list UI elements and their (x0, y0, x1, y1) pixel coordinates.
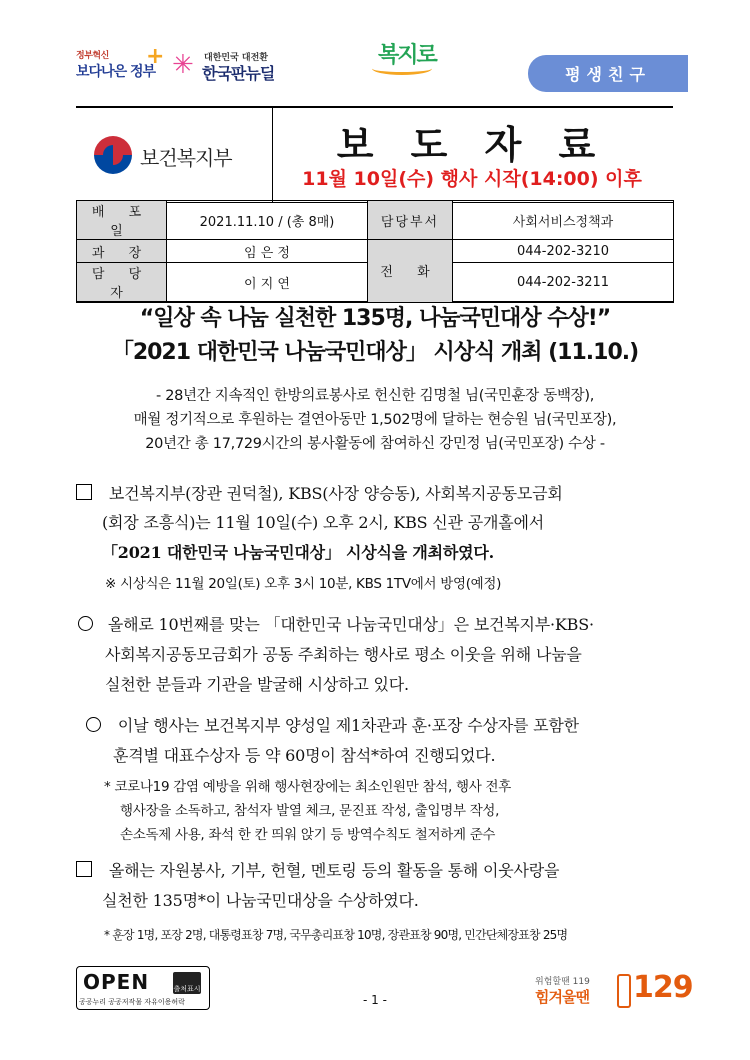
p3-line1: 이날 행사는 보건복지부 양성일 제1차관과 훈·포장 수상자를 포함한 (117, 716, 579, 735)
p3-note3: 손소독제 사용, 좌석 한 칸 띄워 앉기 등 방역수칙도 철저하게 준수 (120, 827, 496, 843)
helpline-line1: 위험할땐 119 (535, 977, 590, 987)
square-bullet-icon (76, 484, 92, 500)
p4-note: * 훈장 1명, 포장 2명, 대통령표창 7명, 국무총리표창 10명, 장관표창 90명, 민간단체장표창 25명 (104, 928, 568, 942)
korean-new-deal-logo (172, 46, 292, 82)
open-label: OPEN (83, 970, 150, 994)
phone-1: 044-202-3210 (453, 240, 674, 263)
table-row (77, 240, 674, 263)
bokjiro-arc-icon (372, 62, 432, 75)
burst-icon: ✳ (172, 50, 194, 80)
phone-label: 전 화 (368, 240, 453, 303)
dept-value: 사회서비스정책과 (453, 201, 674, 240)
p1-line3: 「2021 대한민국 나눔국민대상」 시상식을 개최하였다. (102, 543, 495, 562)
bokjiro-logo (378, 38, 436, 69)
p1-line2: (회장 조흥식)는 11월 10일(수) 오후 2시, KBS 신관 공개홀에서 (102, 513, 544, 532)
ministry-logo (94, 134, 264, 178)
p1-note: ※ 시상식은 11월 20일(토) 오후 3시 10분, KBS 1TV에서 방영(예정) (105, 576, 502, 592)
new-deal-line1: 대한민국 대전환 (204, 53, 268, 63)
p3-line2: 훈격별 대표수상자 등 약 60명이 참석*하여 진행되었다. (113, 746, 496, 765)
phone-icon (617, 974, 631, 1008)
circle-bullet-icon (86, 717, 101, 732)
paragraph-4 (76, 858, 696, 881)
p4-line1: 올해는 자원봉사, 기부, 헌혈, 멘토링 등의 활동을 통해 이웃사랑을 (108, 861, 560, 880)
plus-icon: + (146, 44, 165, 69)
p1-line1: 보건복지부(장관 권덕철), KBS(사장 양승동), 사회복지공동모금회 (108, 484, 563, 503)
new-deal-line2: 한국판뉴딜 (202, 64, 275, 83)
p2-line1: 올해로 10번째를 맞는 「대한민국 나눔국민대상」은 보건복지부·KBS· (107, 615, 594, 634)
director-label: 과 장 (77, 240, 167, 263)
open-caption: 공공누리 공공저작물 자유이용허락 (79, 998, 185, 1006)
director-value: 임 은 정 (167, 240, 368, 263)
press-release-header (76, 106, 673, 203)
dept-label: 담당부서 (368, 201, 453, 240)
contact-info-table (76, 200, 674, 303)
helpline-number: 129 (633, 970, 693, 1005)
paragraph-2 (78, 612, 698, 635)
circle-bullet-icon (78, 616, 93, 631)
taeguk-emblem-icon (94, 136, 132, 174)
table-row (77, 201, 674, 240)
ministry-name: 보건복지부 (140, 146, 232, 170)
p4-line2: 실천한 135명*이 나눔국민대상을 수상하였다. (102, 891, 419, 910)
distribution-label: 배 포 일 (77, 201, 167, 240)
manager-label: 담 당 자 (77, 263, 167, 303)
manager-value: 이 지 연 (167, 263, 368, 303)
headline-1: “일상 속 나눔 실천한 135명, 나눔국민대상 수상!” (139, 306, 611, 331)
open-license-badge (76, 966, 210, 1010)
square-bullet-icon (76, 861, 92, 877)
gov-innovation-line1: 정부혁신 (76, 51, 109, 61)
gov-innovation-logo (76, 44, 165, 82)
p2-line2: 사회복지공동모금회가 공동 주최하는 행사로 평소 이웃을 위해 나눔을 (105, 645, 582, 664)
helpline-line2: 힘겨울땐 (535, 988, 589, 1006)
distribution-value: 2021.11.10 / (총 8매) (167, 201, 368, 240)
headline-2: 「2021 대한민국 나눔국민대상」 시상식 개최 (11.10.) (111, 340, 639, 365)
p3-note2: 행사장을 소독하고, 참석자 발열 체크, 문진표 작성, 출입명부 작성, (120, 803, 500, 819)
press-release-title: 보 도 자 료 (336, 123, 608, 167)
paragraph-3 (86, 713, 696, 736)
lifelong-friend-banner: 평생친구 (528, 55, 688, 92)
summary-line: 20년간 총 17,729시간의 봉사활동에 참여하신 강민정 님(국민포장) 수상 - (145, 436, 605, 452)
summary-line: 매월 정기적으로 후원하는 결연아동만 1,502명에 달하는 현승원 님(국민포장), (133, 412, 617, 428)
p2-line3: 실천한 분들과 기관을 발굴해 시상하고 있다. (105, 675, 409, 694)
summary-line: - 28년간 지속적인 한방의료봉사로 헌신한 김명철 님(국민훈장 동백장), (155, 388, 595, 404)
paragraph-1 (76, 481, 696, 504)
gov-innovation-line2: 보다나은 정부 (76, 64, 156, 80)
summary (60, 384, 690, 456)
bokjiro-text: 복지로 (378, 43, 436, 68)
p3-note1: * 코로나19 감염 예방을 위해 행사현장에는 최소인원만 참석, 행사 전후 (104, 779, 511, 795)
helpline-logo (535, 970, 693, 1010)
embargo-notice: 11월 10일(수) 행사 시작(14:00) 이후 (302, 168, 642, 190)
attribution-badge: 출처표시 (173, 972, 201, 994)
page-number: - 1 - (363, 993, 387, 1007)
phone-2: 044-202-3211 (453, 263, 674, 303)
